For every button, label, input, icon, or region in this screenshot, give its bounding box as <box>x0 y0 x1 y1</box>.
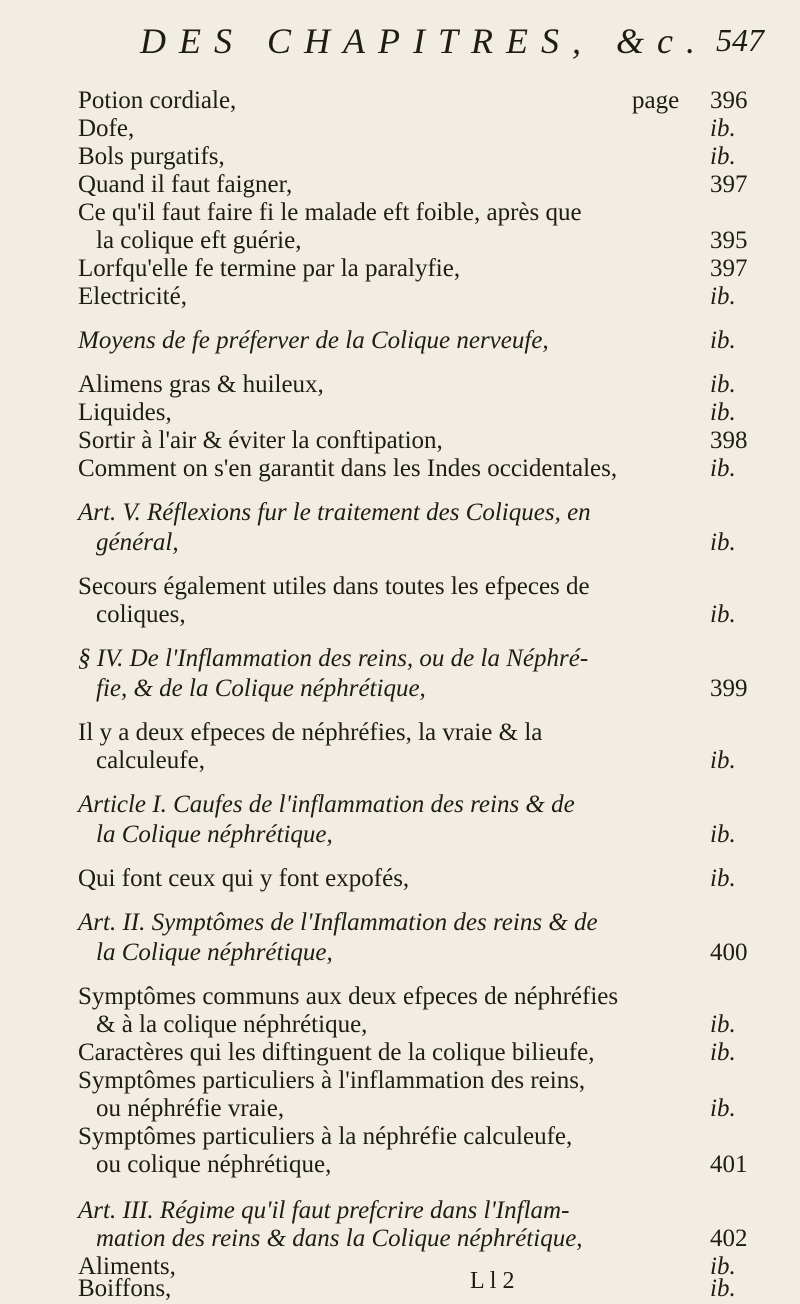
toc-ref: ib. <box>710 371 736 398</box>
toc-line <box>0 718 800 748</box>
toc-text: Caractères qui les diftinguent de la colique bilieufe, <box>78 1039 595 1066</box>
header-title: DES CHAPITRES, &c. <box>140 21 708 61</box>
toc-ref: ib. <box>710 1011 736 1038</box>
toc-line <box>0 1274 800 1302</box>
toc-text: Comment on s'en garantit dans les Indes occidentales, <box>78 455 618 482</box>
page-label: page <box>632 87 680 114</box>
toc-section-heading <box>0 908 800 938</box>
toc-text: fie, & de la Colique néphrétique, <box>96 675 426 702</box>
toc-text: Quand il faut faigner, <box>78 171 293 198</box>
toc-ref: ib. <box>710 821 736 848</box>
toc-text: Dofe, <box>78 115 135 142</box>
toc-line <box>0 198 800 228</box>
toc-text: Art. V. Réflexions fur le traitement des Coliques, en <box>78 499 591 526</box>
toc-ref: ib. <box>710 455 736 482</box>
toc-section-heading <box>0 326 800 356</box>
toc-text: Lorfqu'elle fe termine par la paralyfie, <box>78 255 461 282</box>
running-header <box>0 20 800 80</box>
toc-text: Il y a deux efpeces de néphréfies, la vraie & la <box>78 719 543 746</box>
toc-text: Article I. Caufes de l'inflammation des reins & de <box>78 791 575 818</box>
toc-text: Symptômes particuliers à l'inflammation des reins, <box>78 1067 586 1094</box>
toc-text: Potion cordiale, <box>78 87 237 114</box>
toc-line <box>0 600 800 630</box>
toc-ref: 402 <box>710 1225 748 1252</box>
toc-line <box>0 1066 800 1096</box>
toc-line <box>0 820 800 850</box>
toc-text: Boiffons, <box>78 1275 172 1302</box>
toc-line <box>0 746 800 776</box>
toc-line <box>0 1150 800 1180</box>
toc-text: Sortir à l'air & éviter la conftipation, <box>78 427 443 454</box>
toc-text: Art. II. Symptômes de l'Inflammation des reins & de <box>78 909 598 936</box>
toc-line <box>0 426 800 456</box>
toc-line <box>0 528 800 558</box>
signature-mark: L l 2 <box>470 1268 515 1294</box>
toc-ref: ib. <box>710 327 736 354</box>
toc-ref: 396 <box>710 87 748 114</box>
toc-text: ou colique néphrétique, <box>96 1151 332 1178</box>
toc-line <box>0 454 800 484</box>
toc-text: Liquides, <box>78 399 172 426</box>
toc-text: la Colique néphrétique, <box>96 939 333 966</box>
toc-text: Ce qu'il faut faire fi le malade eft foible, après que <box>78 199 582 226</box>
toc-ref: ib. <box>710 283 736 310</box>
toc-ref: ib. <box>710 399 736 426</box>
toc-line <box>0 114 800 144</box>
toc-line <box>0 282 800 312</box>
toc-text: Symptômes communs aux deux efpeces de néphréfies <box>78 983 619 1010</box>
toc-text: Alimens gras & huileux, <box>78 371 324 398</box>
toc-ref: 401 <box>710 1151 748 1178</box>
toc-line <box>0 254 800 284</box>
toc-line <box>0 86 800 116</box>
toc-ref: 400 <box>710 939 748 966</box>
toc-ref: ib. <box>710 529 736 556</box>
toc-line <box>0 572 800 602</box>
toc-text: la colique eft guérie, <box>96 227 302 254</box>
toc-ref: ib. <box>710 115 736 142</box>
toc-line <box>0 1010 800 1040</box>
toc-line <box>0 1038 800 1068</box>
toc-line <box>0 142 800 172</box>
toc-line <box>0 1122 800 1152</box>
toc-text: Art. III. Régime qu'il faut prefcrire dans l'Inflam- <box>78 1197 570 1224</box>
toc-ref: ib. <box>710 865 736 892</box>
toc-section-heading <box>0 644 800 674</box>
toc-ref: 395 <box>710 227 748 254</box>
toc-text: Bols purgatifs, <box>78 143 225 170</box>
toc-ref: ib. <box>710 1275 736 1302</box>
toc-ref: ib. <box>710 1253 736 1280</box>
toc-text: Aliments, <box>78 1253 176 1280</box>
toc-ref: 397 <box>710 171 748 198</box>
toc-text: Qui font ceux qui y font expofés, <box>78 865 410 892</box>
toc-text: § IV. De l'Inflammation des reins, ou de la Néphré- <box>78 645 589 672</box>
toc-line <box>0 1094 800 1124</box>
toc-section-heading <box>0 1196 800 1226</box>
toc-text: Electricité, <box>78 283 187 310</box>
toc-line <box>0 1224 800 1254</box>
toc-line <box>0 938 800 968</box>
toc-text: ou néphréfie vraie, <box>96 1095 285 1122</box>
toc-line <box>0 170 800 200</box>
toc-line <box>0 982 800 1012</box>
page-number: 547 <box>716 22 764 58</box>
toc-section-heading <box>0 498 800 528</box>
toc-ref: ib. <box>710 143 736 170</box>
toc-ref: ib. <box>710 747 736 774</box>
toc-text: calculeufe, <box>96 747 205 774</box>
toc-text: Symptômes particuliers à la néphréfie calculeufe, <box>78 1123 573 1150</box>
toc-line <box>0 398 800 428</box>
toc-text: & à la colique néphrétique, <box>96 1011 368 1038</box>
toc-text: Moyens de fe préferver de la Colique nerveufe, <box>78 327 549 354</box>
toc-text: la Colique néphrétique, <box>96 821 333 848</box>
toc-text: général, <box>96 529 179 556</box>
toc-ref: ib. <box>710 1095 736 1122</box>
toc-ref: ib. <box>710 1039 736 1066</box>
toc-line <box>0 674 800 704</box>
toc-ref: 398 <box>710 427 748 454</box>
toc-text: mation des reins & dans la Colique néphrétique, <box>96 1225 583 1252</box>
toc-text: Secours également utiles dans toutes les efpeces de <box>78 573 590 600</box>
toc-line <box>0 864 800 894</box>
toc-section-heading <box>0 790 800 820</box>
toc-ref: 399 <box>710 675 748 702</box>
toc-text: coliques, <box>96 601 186 628</box>
toc-line <box>0 370 800 400</box>
toc-line <box>0 226 800 256</box>
toc-ref: ib. <box>710 601 736 628</box>
toc-ref: 397 <box>710 255 748 282</box>
